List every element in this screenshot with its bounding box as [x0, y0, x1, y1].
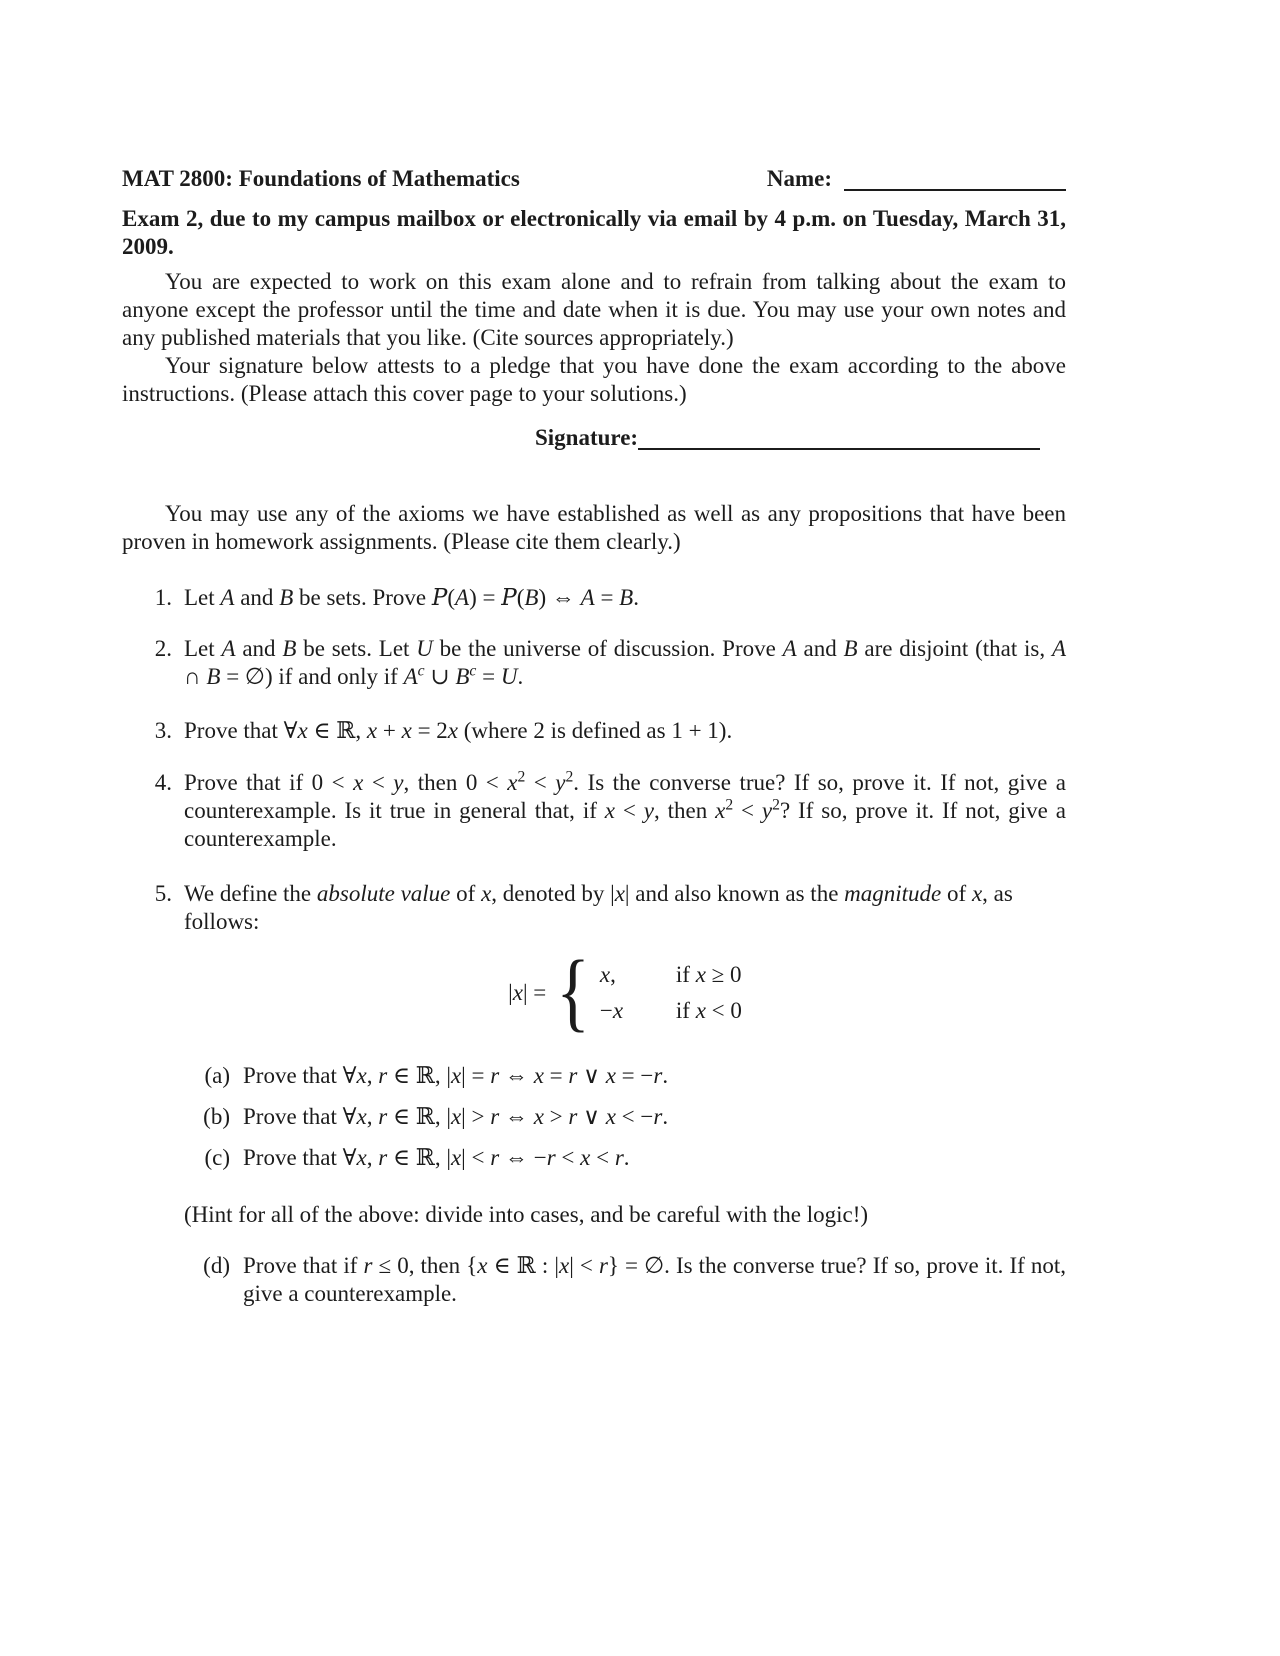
question-5-text: We define the absolute value of x, denoted by |x| and also known as the magnitude of x, as follows:: [184, 881, 1013, 934]
equation-lhs: |x| =: [508, 980, 547, 1005]
subquestion-d-text: Prove that if r ≤ 0, then {x ∈ ℝ : |x| < r} = ∅. Is the converse true? If so, prove it. If not, give a counterexample.: [243, 1253, 1066, 1306]
subquestion-d: [184, 1252, 1066, 1308]
subquestion-b-label: (b): [203, 1104, 230, 1129]
hint-text: (Hint for all of the above: divide into cases, and be careful with the logic!): [184, 1202, 869, 1227]
name-field: [767, 165, 1066, 193]
question-4-number: 4.: [154, 770, 172, 795]
subquestion-c-text: Prove that ∀x, r ∈ ℝ, |x| < r ⇔ −r < x < r.: [243, 1145, 630, 1170]
question-3-number: 3.: [154, 718, 172, 743]
subquestion-a-text: Prove that ∀x, r ∈ ℝ, |x| = r ⇔ x = r ∨ x = −r.: [243, 1063, 669, 1088]
course-title: MAT 2800: Foundations of Mathematics: [122, 166, 520, 191]
question-list: [122, 584, 1066, 1308]
subquestion-a-label: (a): [204, 1063, 230, 1088]
pledge-paragraph-1: You are expected to work on this exam alone and to refrain from talking about the exam to anyone except the professor until the time and date when it is due. You may use your own notes and any published materials that you like. (Cite sources appropriately.): [122, 269, 1066, 350]
name-blank-line: [844, 185, 1066, 191]
signature-blank-line: [638, 444, 1040, 450]
cases-brace: {: [556, 944, 590, 1041]
signature-label: Signature:: [535, 425, 639, 450]
question-1-number: 1.: [154, 585, 172, 610]
pledge-paragraph-2: Your signature below attests to a pledge that you have done the exam according to the above instructions. (Please attach this cover page to your solutions.): [122, 353, 1066, 406]
axioms-paragraph: You may use any of the axioms we have established as well as any propositions that have been proven in homework assignments. (Please cite them clearly.): [122, 501, 1066, 554]
subquestion-a: [184, 1062, 1066, 1090]
case-1-value: x,: [599, 962, 616, 987]
due-notice: Exam 2, due to my campus mailbox or electronically via email by 4 p.m. on Tuesday, March 31, 2009.: [122, 206, 1066, 259]
subquestion-c-label: (c): [204, 1145, 230, 1170]
question-5-body: [184, 880, 1066, 1308]
question-5: [122, 880, 1066, 1308]
subquestion-list: [184, 1062, 1066, 1172]
question-4: [122, 769, 1066, 853]
case-2-value: −x: [599, 998, 624, 1023]
question-2: [122, 635, 1066, 691]
question-2-text: Let A and B be sets. Let U be the universe of discussion. Prove A and B are disjoint (that is, A ∩ B = ∅) if and only if $A^c$ ∪ $B^c = U$.: [184, 636, 1066, 689]
signature-field: [535, 424, 1066, 454]
case-1-condition: if x ≥ 0: [675, 962, 742, 987]
subquestion-c: [184, 1144, 1066, 1172]
cases-grid: [600, 961, 742, 1025]
case-2-condition: if x < 0: [675, 998, 742, 1023]
question-3-text: Prove that ∀x ∈ ℝ, x + x = 2x (where 2 is defined as 1 + 1).: [184, 718, 733, 743]
subquestion-b-text: Prove that ∀x, r ∈ ℝ, |x| > r ⇔ x > r ∨ x < −r.: [243, 1104, 669, 1129]
question-4-text: Prove that if 0 < x < y, then $0 < x^2 < y^2$. Is the converse true? If so, prove it. If not, give a counterexample. Is it true in general that, if x < y, then $x^2 < y^2$? If so, prove it. If not, give a counterexample.: [184, 768, 1066, 851]
question-5-number: 5.: [154, 881, 172, 906]
question-3: [122, 717, 1066, 745]
absolute-value-equation: [184, 944, 1066, 1041]
name-label: Name:: [766, 166, 832, 191]
subquestion-d-label: (d): [203, 1253, 230, 1278]
header: [122, 165, 1066, 193]
subquestion-b: [184, 1103, 1066, 1131]
question-1: [122, 584, 1066, 612]
question-1-text: Let A and B be sets. Prove P(A) = P(B) ⇔ A = B.: [184, 585, 639, 611]
question-2-number: 2.: [154, 636, 172, 661]
page-content: [122, 165, 1066, 1308]
